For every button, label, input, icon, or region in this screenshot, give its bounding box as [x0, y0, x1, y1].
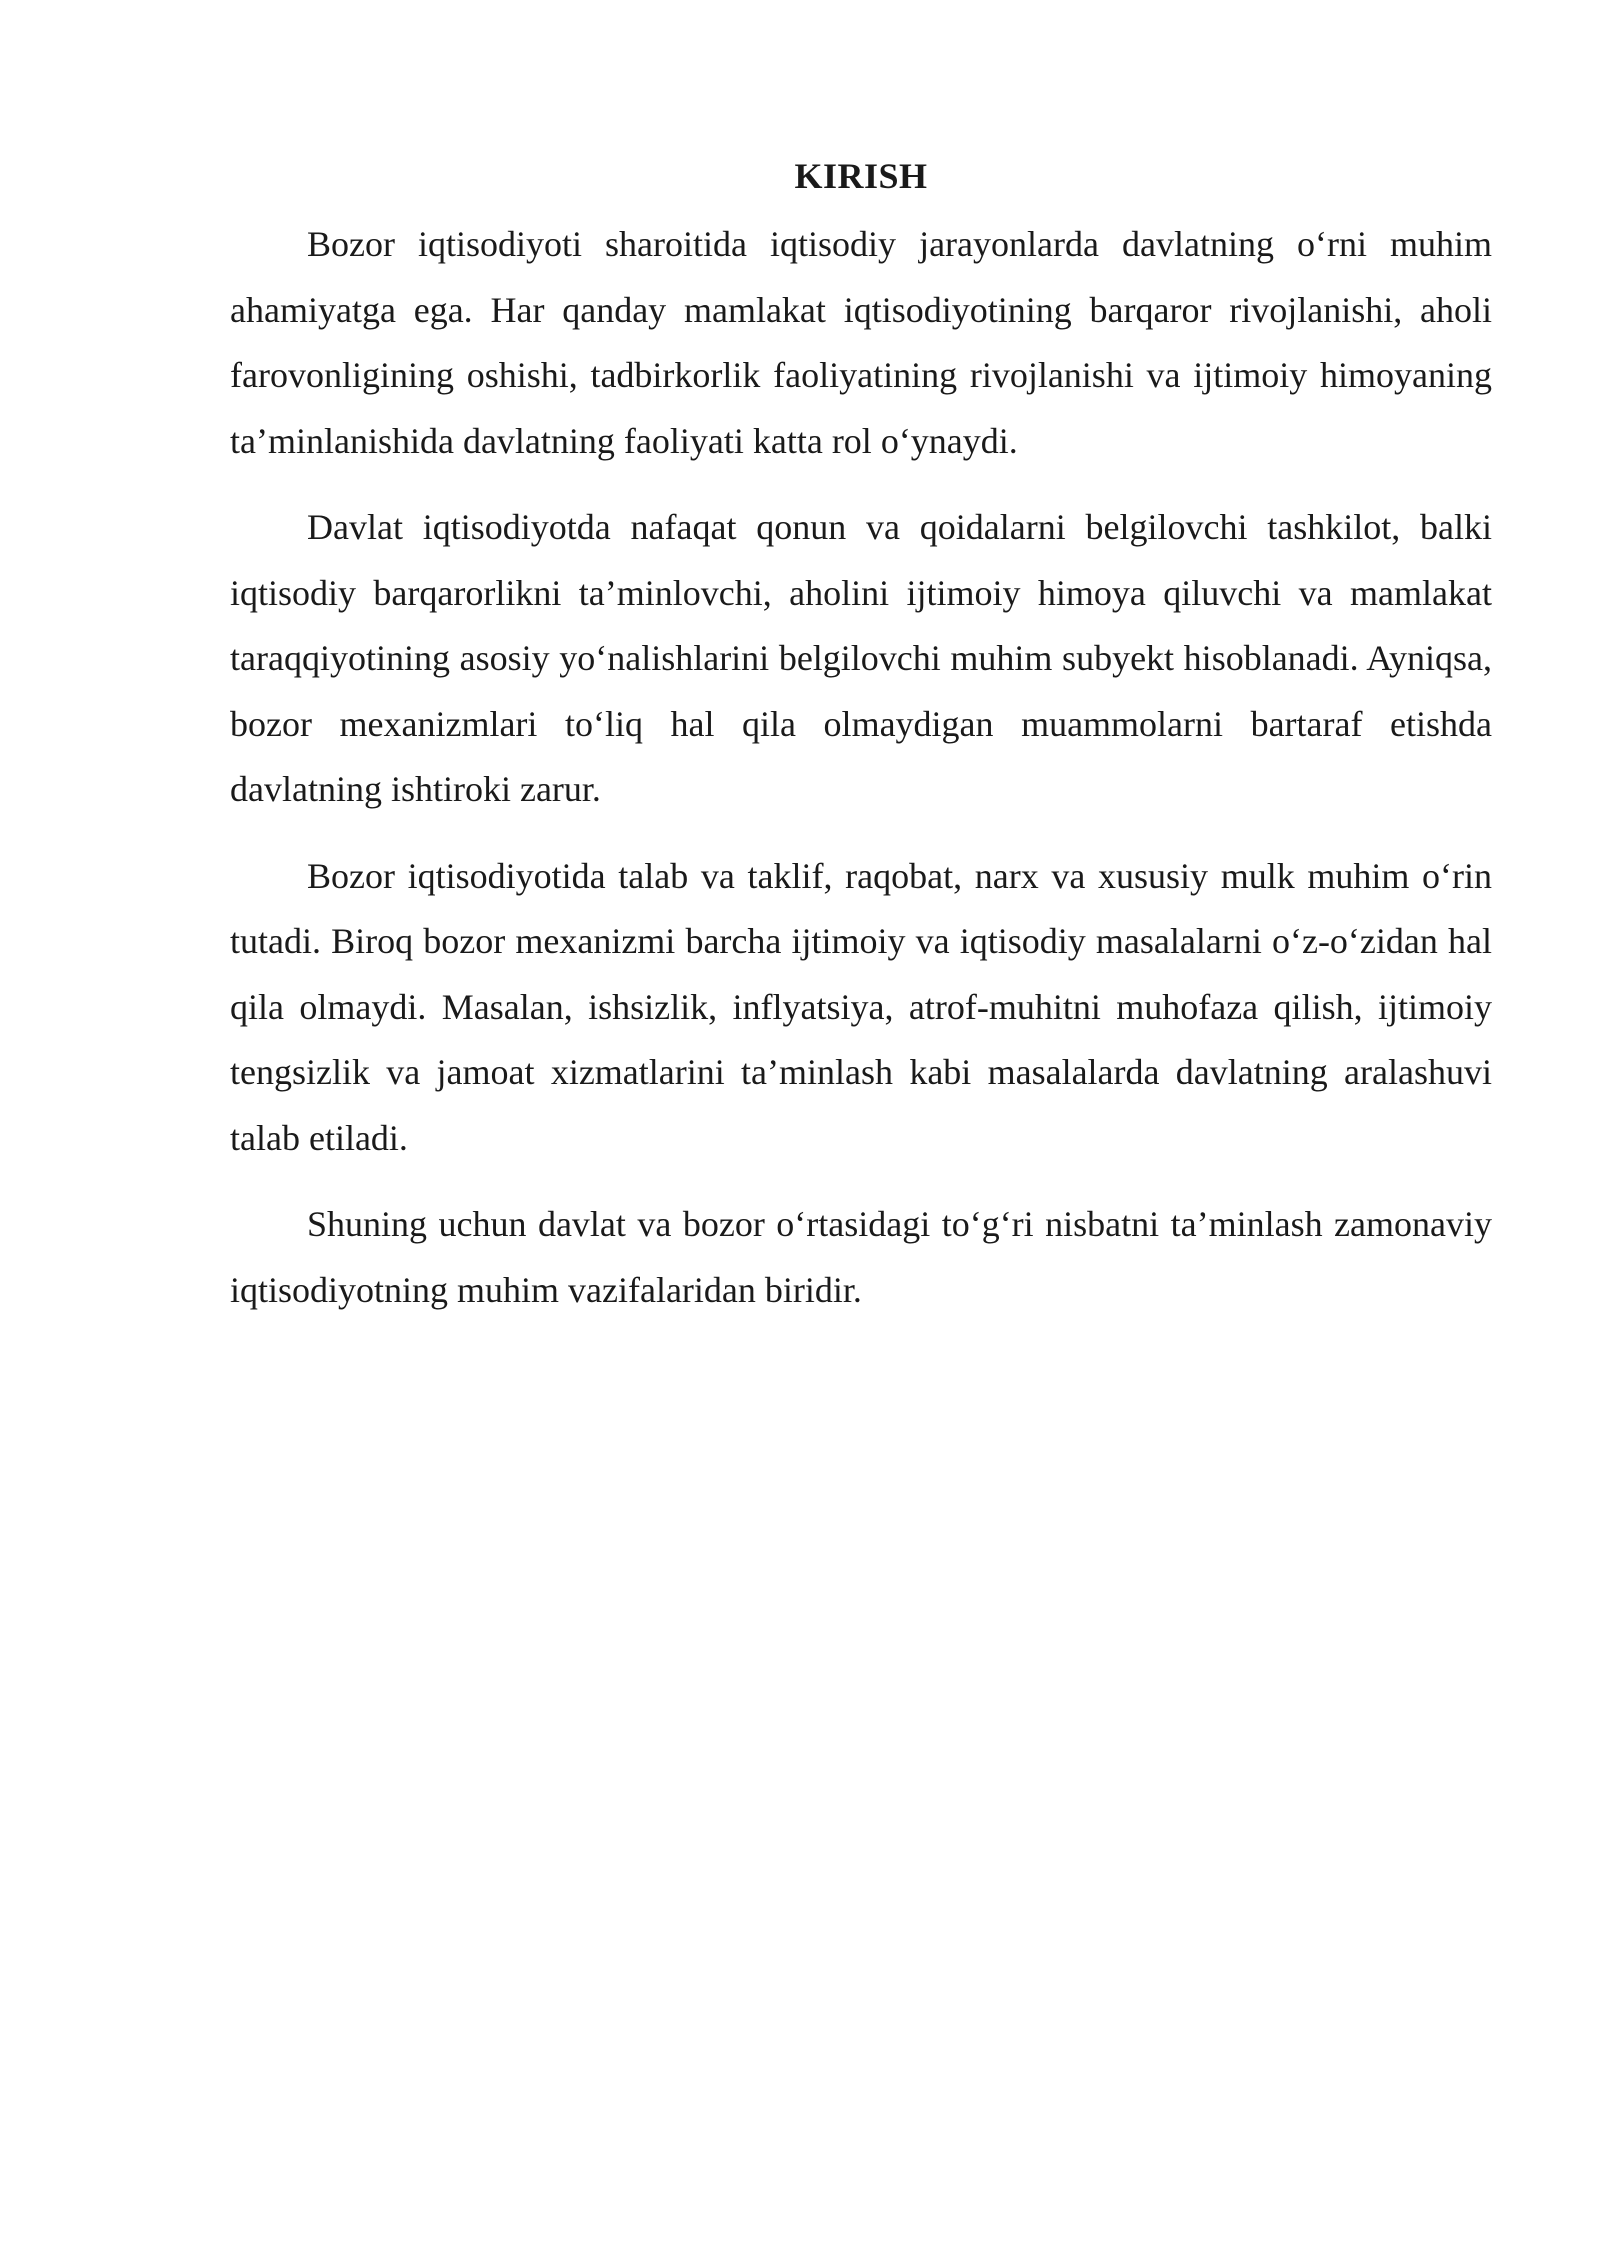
page-content — [230, 150, 1492, 1344]
section-title: KIRISH — [794, 156, 928, 196]
paragraph-3: Bozor iqtisodiyotida talab va taklif, raqobat, narx va xususiy mulk muhim o‘rin tutadi. Biroq bozor mexanizmi barcha ijtimoiy va iqtisodiy masalalarni o‘z-o‘zidan hal qila olmaydi. Masalan, ishsizlik, inflyatsiya, atrof-muhitni muhofaza qilish, ijtimoiy tengsizlik va jamoat xizmatlarini ta’minlash kabi masalalarda davlatning aralashuvi talab etiladi. — [230, 855, 1492, 1158]
paragraph-1: Bozor iqtisodiyoti sharoitida iqtisodiy jarayonlarda davlatning o‘rni muhim ahamiyatga ega. Har qanday mamlakat iqtisodiyotining barqaror rivojlanishi, aholi farovonligining oshishi, tadbirkorlik faoliyatining rivojlanishi va ijtimoiy himoyaning ta’minlanishida davlatning faoliyati katta rol o‘ynaydi. — [230, 224, 1492, 461]
paragraph-4: Shuning uchun davlat va bozor o‘rtasidagi to‘g‘ri nisbatni ta’minlash zamonaviy iqtisodiyotning muhim vazifalaridan biridir. — [230, 1204, 1492, 1310]
paragraph-2: Davlat iqtisodiyotda nafaqat qonun va qoidalarni belgilovchi tashkilot, balki iqtisodiy barqarorlikni ta’minlovchi, aholini ijtimoiy himoya qiluvchi va mamlakat taraqqiyotining asosiy yo‘nalishlarini belgilovchi muhim subyekt hisoblanadi. Ayniqsa, bozor mexanizmlari to‘liq hal qila olmaydigan muammolarni bartaraf etishda davlatning ishtiroki zarur. — [230, 507, 1492, 809]
